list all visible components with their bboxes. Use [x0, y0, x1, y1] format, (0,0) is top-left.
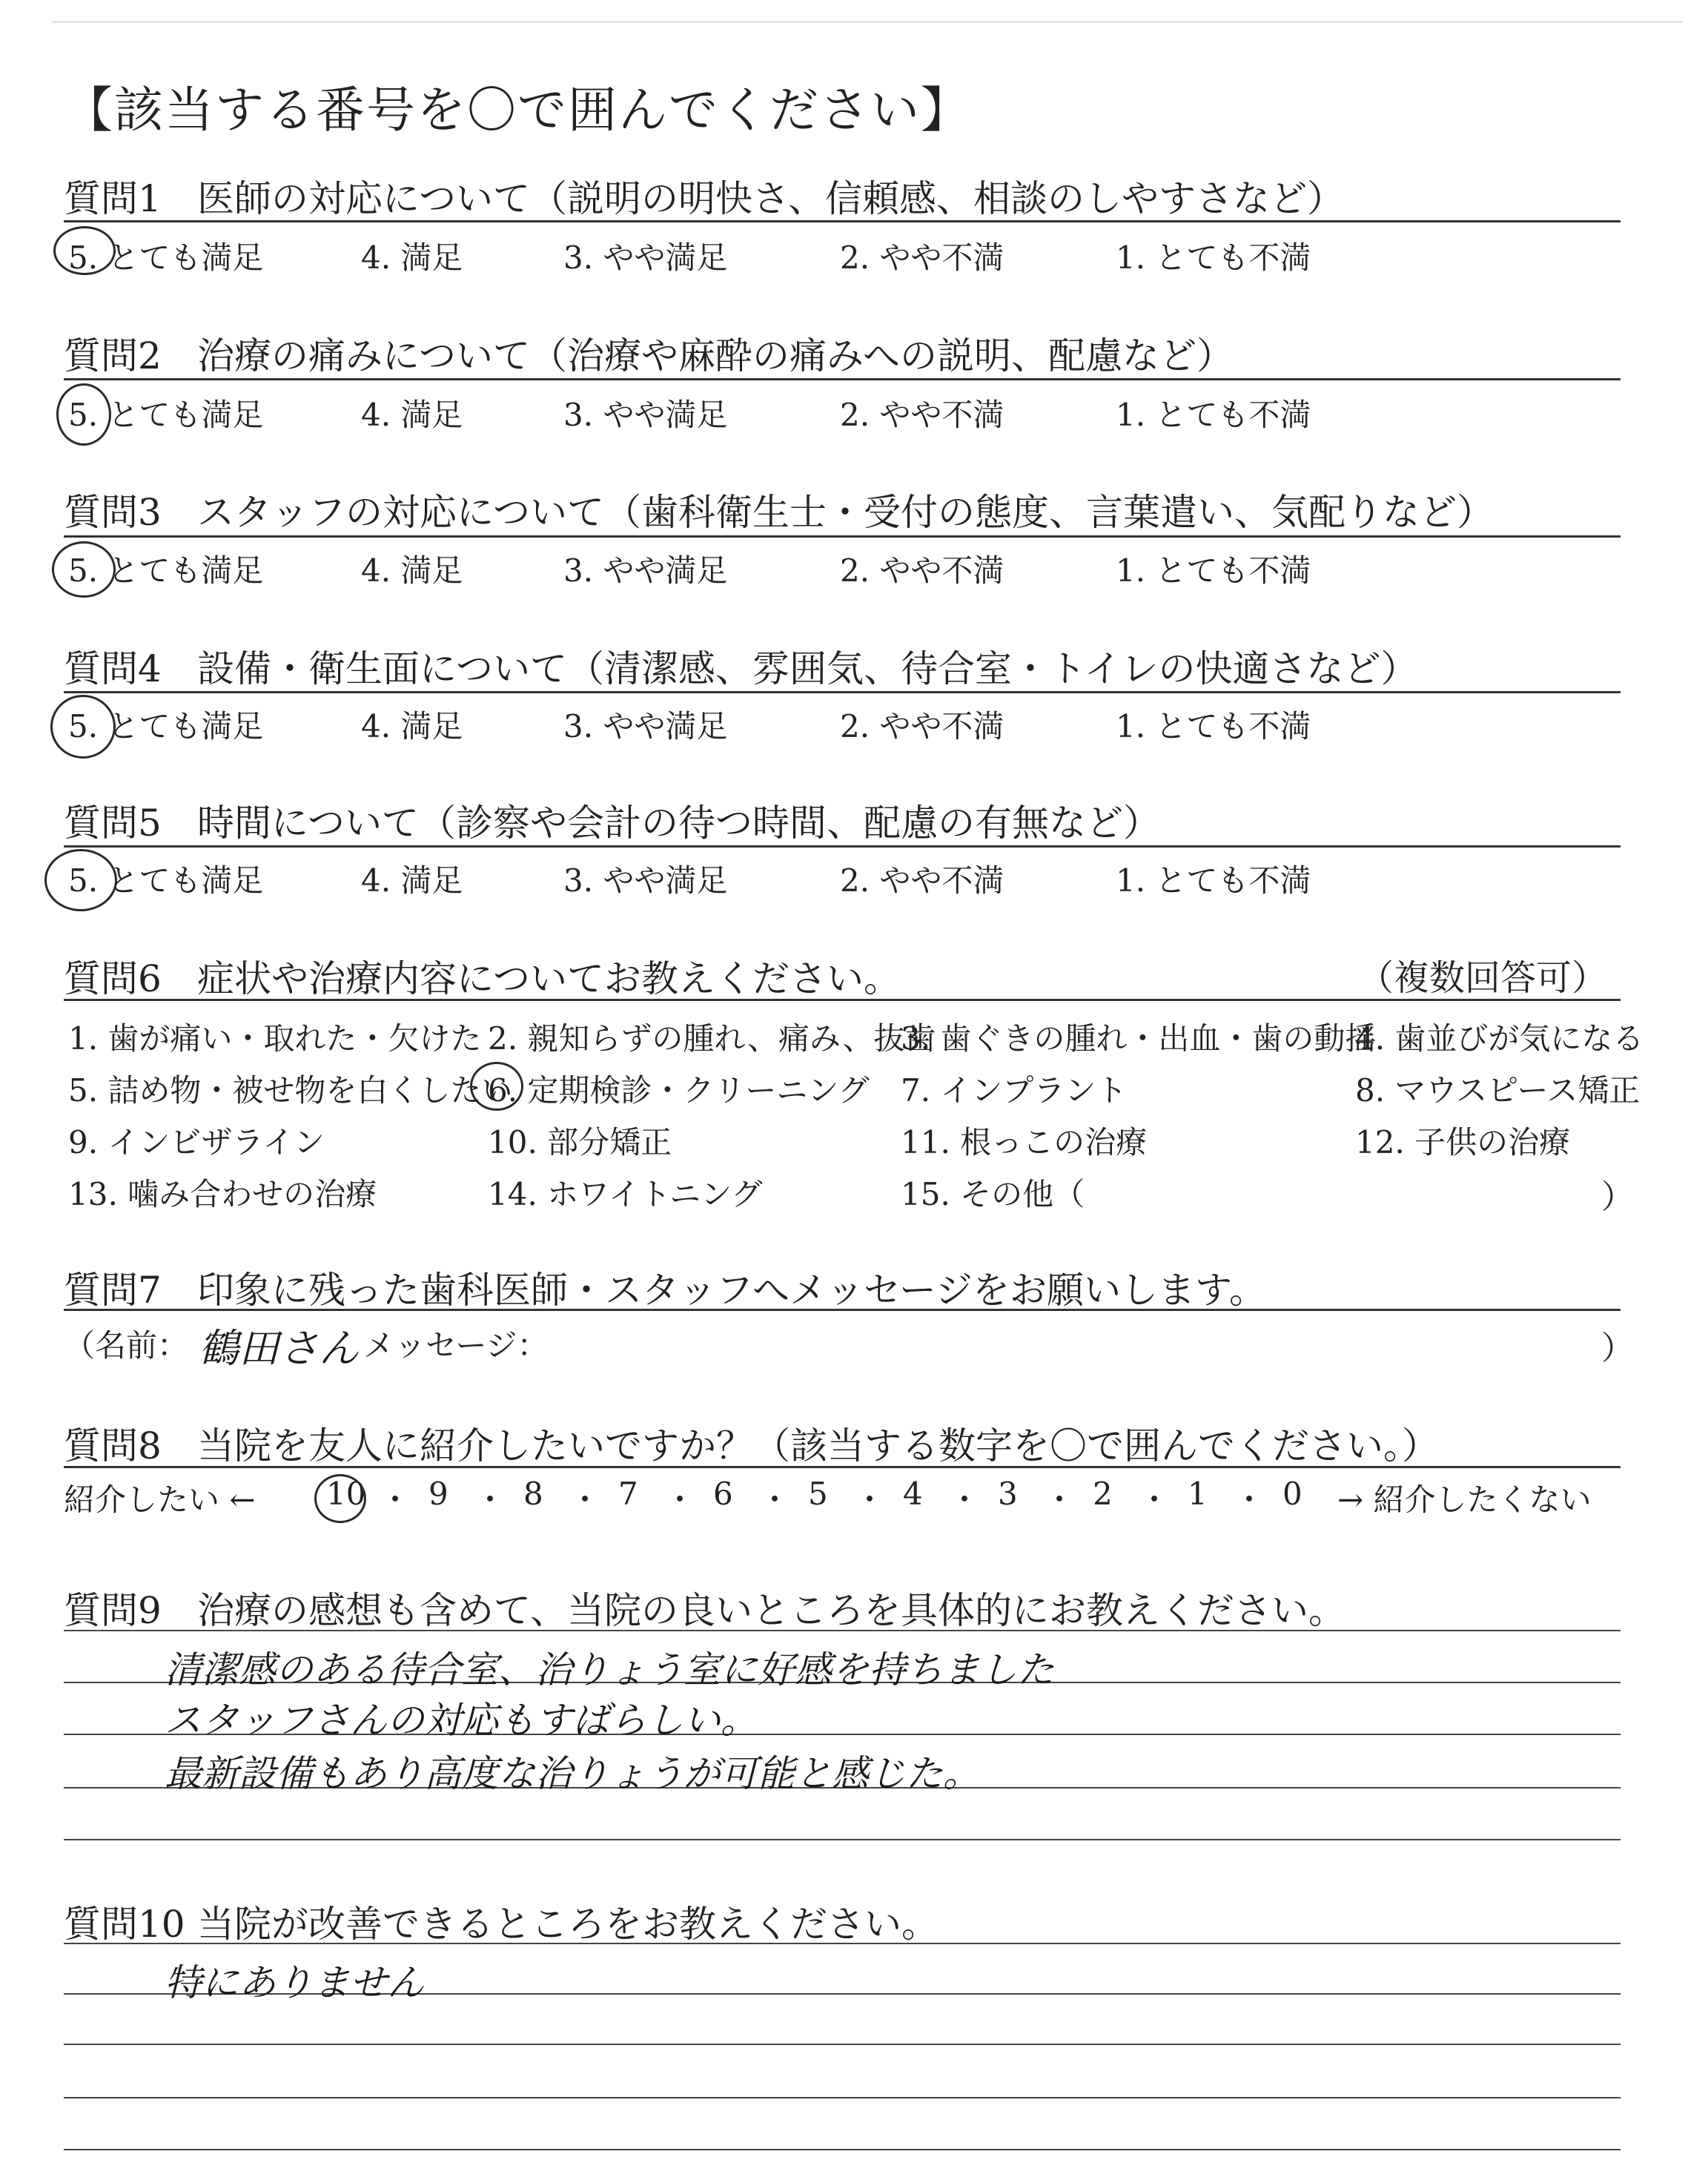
scale-value-7[interactable]: 7	[618, 1476, 638, 1512]
page-title: 【該当する番号を〇で囲んでください】	[64, 82, 971, 139]
question-text: 治療の痛みについて（治療や麻酔の痛みへの説明、配慮など）	[197, 334, 1234, 377]
q4-option-3[interactable]: 3. やや満足	[563, 708, 728, 744]
question-6	[64, 949, 901, 1003]
scale-separator: ・	[949, 1482, 981, 1518]
q4-option-2[interactable]: 2. やや不満	[840, 708, 1004, 744]
q4-option-1[interactable]: 1. とても不満	[1116, 708, 1311, 744]
scale-separator: ・	[1139, 1482, 1171, 1518]
q2-option-5[interactable]: 5. とても満足	[68, 397, 264, 433]
q3-option-1[interactable]: 1. とても不満	[1116, 552, 1311, 589]
selection-circle	[53, 226, 116, 275]
scale-value-0[interactable]: 0	[1282, 1476, 1302, 1512]
scale-value-3[interactable]: 3	[998, 1476, 1018, 1512]
q9-answer-line[interactable]: 最新設備もあり高度な治りょうが可能と感じた。	[165, 1752, 980, 1795]
question-text: 設備・衛生面について（清潔感、雰囲気、待合室・トイレの快適さなど）	[197, 647, 1418, 690]
answer-line	[64, 1630, 1621, 1631]
scale-separator: ・	[474, 1482, 506, 1518]
answer-line	[64, 1839, 1621, 1840]
q1-option-4[interactable]: 4. 満足	[361, 240, 463, 276]
q6-option[interactable]: 15. その他（	[901, 1176, 1085, 1212]
q6-option[interactable]: 11. 根っこの治療	[901, 1124, 1148, 1160]
q6-option[interactable]: 6. 定期検診・クリーニング	[488, 1072, 870, 1109]
q4-option-4[interactable]: 4. 満足	[361, 708, 463, 744]
selection-circle	[470, 1062, 523, 1111]
close-paren: ）	[1601, 1330, 1634, 1367]
question-number: 質問7	[64, 1269, 162, 1312]
question-2	[64, 326, 1234, 380]
q5-option-4[interactable]: 4. 満足	[361, 862, 463, 899]
q1-option-2[interactable]: 2. やや不満	[840, 240, 1004, 276]
question-number: 質問4	[64, 647, 162, 690]
scale-value-10[interactable]: 10	[326, 1476, 366, 1512]
q6-option[interactable]: 5. 詰め物・被せ物を白くしたい	[68, 1072, 513, 1109]
question-1	[64, 169, 1344, 222]
scale-value-9[interactable]: 9	[428, 1476, 448, 1512]
name-value[interactable]: 鶴田さん	[199, 1325, 359, 1372]
q6-option[interactable]: 4. 歯並びが気になる	[1355, 1020, 1644, 1057]
q2-option-4[interactable]: 4. 満足	[361, 397, 463, 433]
question-text: スタッフの対応について（歯科衛生士・受付の態度、言葉遣い、気配りなど）	[197, 491, 1494, 534]
selection-circle	[44, 849, 117, 911]
answer-line	[64, 2097, 1621, 2098]
q6-option[interactable]: 13. 噛み合わせの治療	[68, 1176, 377, 1212]
q6-option[interactable]: 14. ホワイトニング	[488, 1176, 763, 1212]
answer-line	[64, 2149, 1621, 2150]
question-number: 質問2	[64, 334, 162, 377]
top-border	[52, 21, 1683, 23]
question-number: 質問5	[64, 802, 162, 845]
scale-value-6[interactable]: 6	[713, 1476, 733, 1512]
q6-option[interactable]: 3. 歯ぐきの腫れ・出血・歯の動揺	[901, 1020, 1377, 1057]
divider	[64, 999, 1621, 1001]
q6-option[interactable]: 2. 親知らずの腫れ、痛み、抜歯	[488, 1020, 936, 1057]
question-number: 質問8	[64, 1424, 162, 1467]
q6-option[interactable]: 10. 部分矯正	[488, 1124, 672, 1160]
question-text: 症状や治療内容についてお教えください。	[197, 957, 901, 1000]
q2-option-2[interactable]: 2. やや不満	[840, 397, 1004, 433]
answer-line	[64, 2044, 1621, 2045]
question-4	[64, 639, 1418, 693]
scale-separator: ・	[854, 1482, 886, 1518]
q3-option-5[interactable]: 5. とても満足	[68, 552, 264, 589]
q10-answer-line[interactable]: 特にありません	[165, 1961, 424, 2004]
scale-value-5[interactable]: 5	[808, 1476, 828, 1512]
question-text: 時間について（診察や会計の待つ時間、配慮の有無など）	[197, 802, 1160, 845]
q5-option-1[interactable]: 1. とても不満	[1116, 862, 1311, 899]
question-9	[64, 1581, 1345, 1634]
question-number: 質問3	[64, 491, 162, 534]
answer-line	[64, 1943, 1621, 1944]
scale-value-2[interactable]: 2	[1093, 1476, 1113, 1512]
question-text: 印象に残った歯科医師・スタッフへメッセージをお願いします。	[197, 1269, 1266, 1312]
q3-option-3[interactable]: 3. やや満足	[563, 552, 728, 589]
divider	[64, 691, 1621, 693]
scale-separator: ・	[1044, 1482, 1076, 1518]
q5-option-2[interactable]: 2. やや不満	[840, 862, 1004, 899]
q6-option[interactable]: 9. インビザライン	[68, 1124, 325, 1160]
q9-answer-line[interactable]: 清潔感のある待合室、治りょう室に好感を持ちました	[165, 1648, 1054, 1691]
message-label: メッセージ：	[363, 1327, 549, 1364]
question-text: 治療の感想も含めて、当院の良いところを具体的にお教えください。	[197, 1589, 1345, 1632]
question-7	[64, 1261, 1266, 1314]
scale-value-4[interactable]: 4	[903, 1476, 923, 1512]
q1-option-5[interactable]: 5. とても満足	[68, 240, 264, 276]
question-number: 質問1	[64, 177, 162, 220]
q2-option-1[interactable]: 1. とても不満	[1116, 397, 1311, 433]
scale-right-label: → 紹介したくない	[1337, 1482, 1592, 1518]
q2-option-3[interactable]: 3. やや満足	[563, 397, 728, 433]
q6-option[interactable]: 12. 子供の治療	[1355, 1124, 1571, 1160]
divider	[64, 220, 1621, 222]
question-number: 質問6	[64, 957, 162, 1000]
close-paren: ）	[1601, 1178, 1634, 1216]
divider	[64, 378, 1621, 380]
question-10	[64, 1895, 939, 1948]
scale-value-1[interactable]: 1	[1188, 1476, 1208, 1512]
q1-option-1[interactable]: 1. とても不満	[1116, 240, 1311, 276]
q5-option-5[interactable]: 5. とても満足	[68, 862, 264, 899]
name-label: （名前：	[64, 1327, 189, 1364]
question-8	[64, 1416, 1439, 1470]
q6-option[interactable]: 1. 歯が痛い・取れた・欠けた	[68, 1020, 482, 1057]
scale-separator: ・	[664, 1482, 696, 1518]
question-5	[64, 793, 1160, 847]
divider	[64, 845, 1621, 848]
selection-circle	[314, 1474, 366, 1523]
scale-left-label: 紹介したい ←	[64, 1482, 256, 1518]
question-text: 当院を友人に紹介したいですか？（該当する数字を〇で囲んでください。）	[197, 1424, 1439, 1467]
question-3	[64, 483, 1494, 536]
question-text: 医師の対応について（説明の明快さ、信頼感、相談のしやすさなど）	[197, 177, 1344, 220]
q5-option-3[interactable]: 3. やや満足	[563, 862, 728, 899]
q4-option-5[interactable]: 5. とても満足	[68, 708, 264, 744]
scale-separator: ・	[1234, 1482, 1265, 1518]
scale-separator: ・	[569, 1482, 601, 1518]
question-number: 質問9	[64, 1589, 162, 1632]
question-text: 当院が改善できるところをお教えください。	[197, 1903, 939, 1946]
divider	[64, 1466, 1621, 1468]
divider	[64, 1309, 1621, 1311]
q9-answer-line[interactable]: スタッフさんの対応もすばらしい。	[165, 1699, 758, 1742]
q1-option-3[interactable]: 3. やや満足	[563, 240, 728, 276]
divider	[64, 535, 1621, 538]
question-number: 質問10	[64, 1903, 185, 1946]
q3-option-2[interactable]: 2. やや不満	[840, 552, 1004, 589]
selection-circle	[52, 541, 116, 598]
q6-option[interactable]: 8. マウスピース矯正	[1355, 1072, 1641, 1109]
scale-separator: ・	[759, 1482, 791, 1518]
q3-option-4[interactable]: 4. 満足	[361, 552, 463, 589]
selection-circle	[50, 695, 116, 759]
scale-value-8[interactable]: 8	[523, 1476, 543, 1512]
scale-separator: ・	[380, 1482, 411, 1518]
selection-circle	[56, 383, 111, 446]
multiple-answers-note: （複数回答可）	[1358, 957, 1608, 999]
q6-option[interactable]: 7. インプラント	[901, 1072, 1128, 1109]
